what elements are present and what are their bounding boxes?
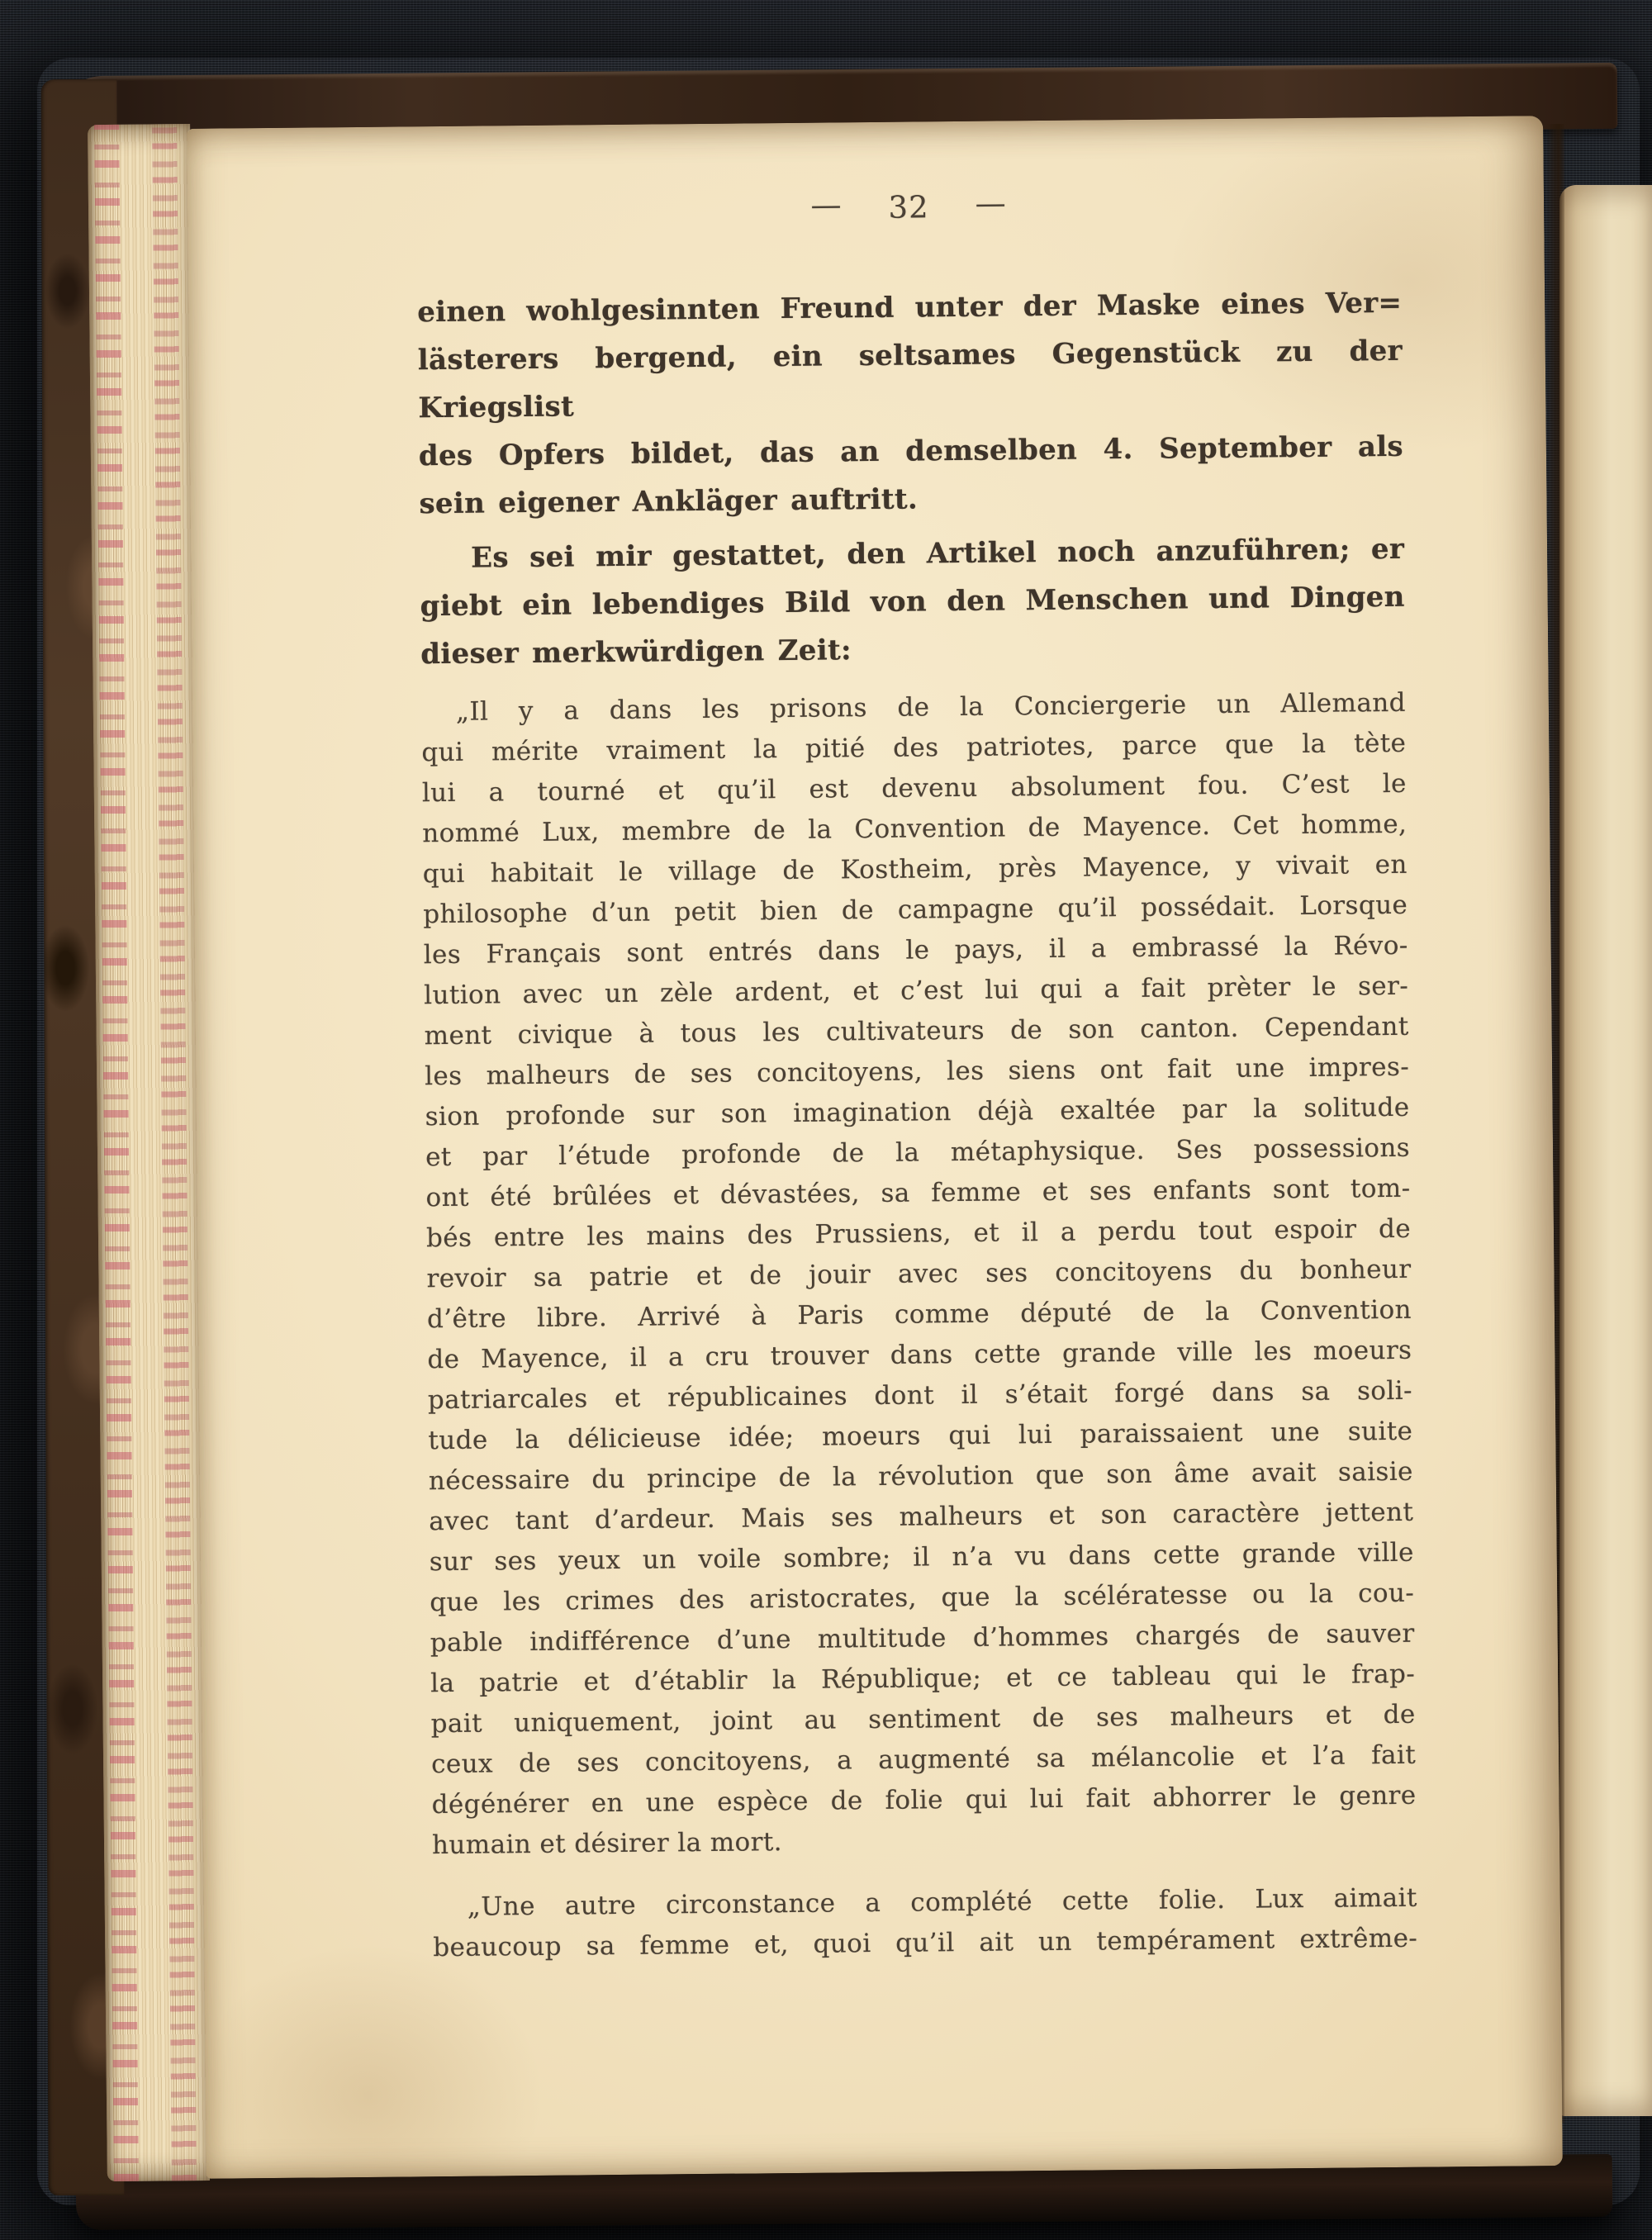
page-number: 32 [888,189,929,225]
text-line: qui mérite vraiment la pitié des patriotes, parce que la tète [421,728,1407,768]
text-line: revoir sa patrie et de jouir avec ses concitoyens du bonheur [426,1254,1412,1294]
text-line: „Une autre circonstance a complété cette folie. Lux aimait [467,1882,1417,1922]
text-line: pait uniquement, joint au sentiment de ses malheurs et de [430,1699,1416,1739]
text-line: einen wohlgesinnten Freund unter der Maske eines Ver= [417,286,1403,330]
text-line: sur ses yeux un voile sombre; il n’a vu dans cette grande ville [429,1537,1414,1578]
text-line: lui a tourné et qu’il est devenu absolument fou. C’est le [421,768,1407,809]
text-line: ment civique à tous les cultivateurs de son canton. Cependant [424,1011,1409,1051]
text-line: de Mayence, il a cru trouver dans cette grande ville les moeurs [427,1335,1412,1375]
facing-page-edge [1559,185,1652,2116]
text-line: „Il y a dans les prisons de la Conciergerie un Allemand [455,687,1407,727]
page-header [416,185,1401,230]
text-line: giebt ein lebendiges Bild von den Menschen und Dingen [420,580,1405,624]
text-line: des Opfers bildet, das an demselben 4. September als [418,429,1404,473]
header-dash-left: — [810,187,843,223]
text-line: ont été brûlées et dévastées, sa femme et ses enfants sont tom- [425,1173,1411,1213]
text-line: et par l’étude profonde de la métaphysique. Ses possessions [425,1132,1411,1173]
french-quote-paragraph-2 [433,1878,1418,1968]
text-line: sein eigener Ankläger auftritt. [419,482,919,521]
german-paragraph-intro [420,525,1406,678]
french-quote-paragraph-1 [421,683,1417,1866]
text-line: avec tant d’ardeur. Mais ses malheurs et son caractère jettent [429,1497,1414,1537]
text-line: ceux de ses concitoyens, a augmenté sa mélancolie et l’a fait [430,1739,1417,1780]
text-line: Es sei mir gestattet, den Artikel noch anzuführen; er [470,532,1405,575]
text-block [417,279,1417,1968]
text-line: nécessaire du principe de la révolution que son âme avait saisie [428,1456,1413,1497]
text-line: lution avec un zèle ardent, et c’est lui qui a fait prèter le ser- [424,971,1409,1011]
text-line: patriarcales et républicaines dont il s’était forgé dans sa soli- [427,1375,1413,1416]
text-line: les malheurs de ses concitoyens, les siens ont fait une impres- [424,1051,1410,1092]
book-page [187,116,1563,2179]
text-line: beaucoup sa femme et, quoi qu’il ait un tempérament extrême- [433,1923,1418,1963]
text-line: philosophe d’un petit bien de campagne qu’il possédait. Lorsque [423,890,1408,930]
text-line: bés entre les mains des Prussiens, et il a perdu tout espoir de [425,1213,1412,1254]
text-line: d’être libre. Arrivé à Paris comme député de la Convention [426,1294,1412,1335]
text-line: la patrie et d’établir la République; et ce tableau qui le frap- [430,1659,1416,1699]
text-line: que les crimes des aristocrates, que la scélératesse ou la cou- [430,1578,1415,1618]
text-line: humain et désirer la mort. [431,1827,783,1861]
text-line: qui habitait le village de Kostheim, près Mayence, y vivait en [422,849,1408,890]
text-line: dégénérer en une espèce de folie qui lui fait abhorrer le genre [431,1780,1417,1820]
text-line: lästerers bergend, ein seltsames Gegenstück zu der Kriegslist [417,334,1403,425]
german-paragraph-continuation [417,279,1404,528]
text-line: dieser merkwürdigen Zeit: [420,634,852,672]
text-line: les Français sont entrés dans le pays, il a embrassé la Révo- [423,930,1408,971]
text-line: tude la délicieuse idée; moeurs qui lui paraissaient une suite [428,1416,1413,1456]
text-line: pable indifférence d’une multitude d’hommes chargés de sauver [430,1618,1415,1659]
header-dash-right: — [975,185,1007,221]
text-line: sion profonde sur son imagination déjà exaltée par la solitude [425,1092,1410,1132]
text-line: nommé Lux, membre de la Convention de Mayence. Cet homme, [422,809,1408,849]
